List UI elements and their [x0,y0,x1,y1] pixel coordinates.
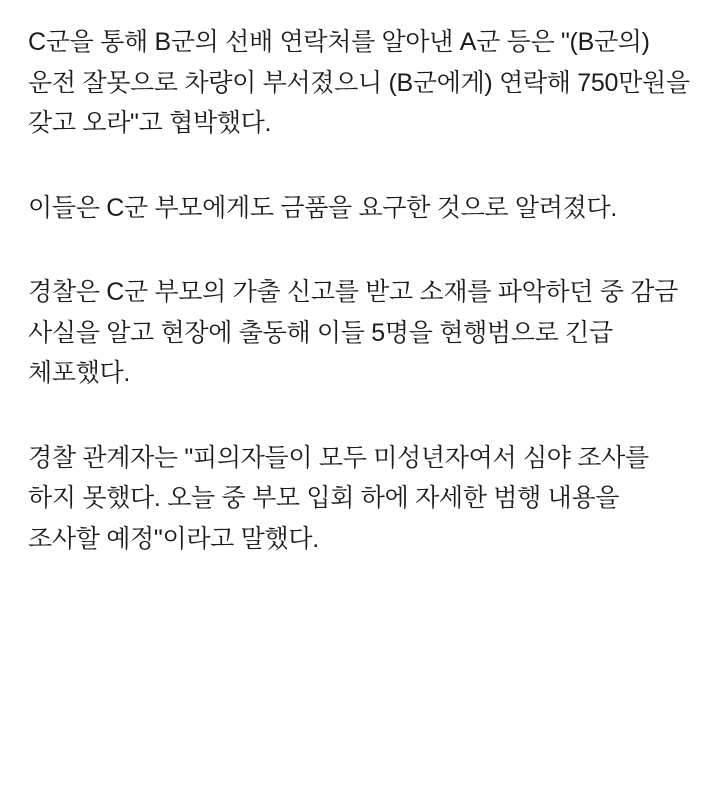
article-paragraph: 경찰은 C군 부모의 가출 신고를 받고 소재를 파악하던 중 감금 사실을 알고 현장에 출동해 이들 5명을 현행범으로 긴급 체포했다. [28,278,685,387]
article-paragraph: 경찰 관계자는 "피의자들이 모두 미성년자여서 심야 조사를 하지 못했다. 오늘 중 부모 입회 하에 자세한 범행 내용을 조사할 예정"이라고 말했다. [28,443,656,553]
article-paragraph: 이들은 C군 부모에게도 금품을 요구한 것으로 알려졌다. [28,193,617,222]
article-paragraph: C군을 통해 B군의 선배 연락처를 알아낸 A군 등은 "(B군의) 운전 잘못으로 차량이 부서졌으니 (B군에게) 연락해 750만원을 갖고 오라"고 협박했다. [28,28,697,137]
